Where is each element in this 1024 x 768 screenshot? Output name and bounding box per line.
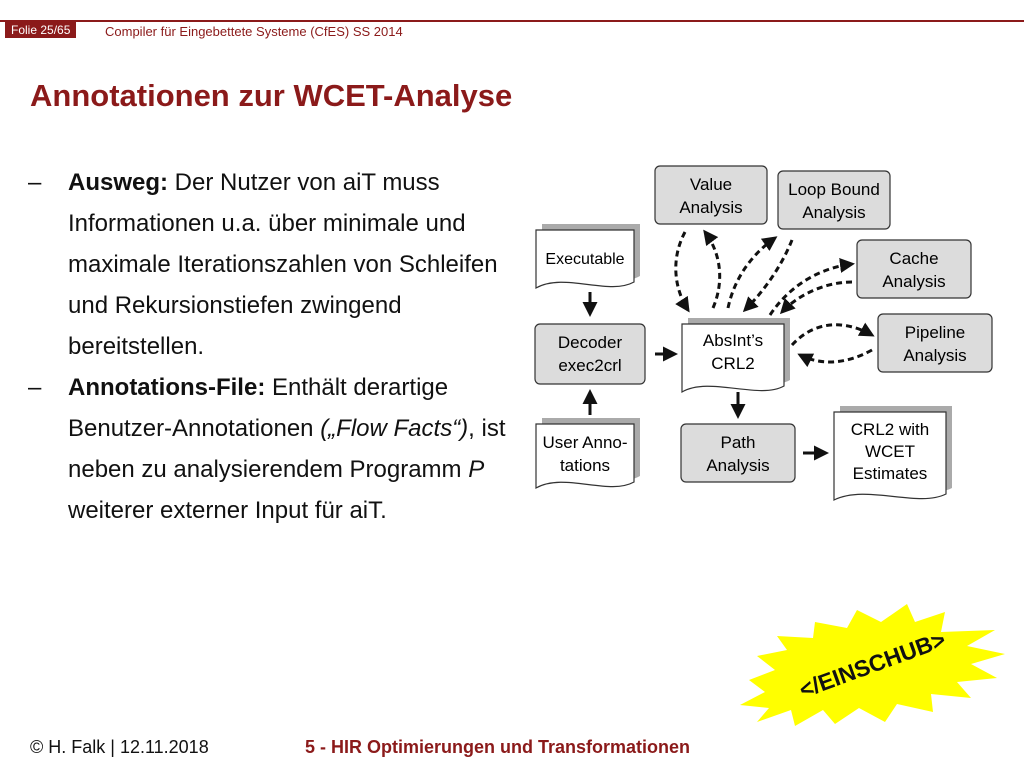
bullet-lead: Ausweg:: [68, 169, 169, 196]
decoder-label: Decoder: [557, 333, 623, 352]
bullet-text: weiterer externer Input für aiT.: [68, 497, 387, 524]
executable-doc: [536, 224, 640, 288]
footer-author: © H. Falk | 12.11.2018: [30, 737, 209, 757]
bullet-italic: („Flow Facts“): [320, 415, 469, 442]
bullet-item: [28, 367, 528, 531]
crl2-label: CRL2: [711, 354, 755, 373]
dashed-arrow-icon: [705, 232, 720, 308]
value-analysis-label: Value: [689, 175, 733, 194]
dashed-arrow-icon: [728, 238, 775, 308]
dashed-arrow-icon: [782, 282, 852, 312]
einschub-stamp: [735, 600, 1015, 730]
bullet-text: , ist neben zu analysierendem Programm: [68, 415, 506, 483]
pipeline-analysis-box: [878, 314, 992, 372]
dashed-arrow-icon: [745, 240, 792, 310]
dashed-arrow-icon: [792, 325, 872, 345]
cache-analysis-label: Cache: [889, 249, 939, 268]
bullet-italic: P: [468, 456, 485, 483]
cache-analysis-label: Analysis: [882, 272, 946, 291]
bullet-list: [28, 162, 528, 531]
course-title: Compiler für Eingebettete Systeme (CfES) SS 2014: [105, 24, 403, 39]
bullet-text: Enthält derartige Benutzer-Annotationen: [68, 374, 449, 442]
stamp-label: </EINSCHUB>: [795, 626, 949, 703]
header-rule: [0, 20, 1024, 22]
loop-bound-label: Loop Bound: [788, 180, 880, 199]
value-analysis-box: [655, 166, 767, 224]
aiT-flow-diagram: [520, 160, 1000, 505]
executable-label: Executable: [545, 251, 625, 268]
crl2-doc: [682, 318, 790, 392]
bullet-item: [28, 162, 528, 367]
crl2-label: AbsInt’s: [702, 331, 764, 350]
bullet-dash: –: [28, 374, 42, 401]
pipeline-analysis-label: Analysis: [903, 346, 967, 365]
path-analysis-label: Path: [720, 433, 756, 452]
wcet-estimates-label: WCET: [864, 442, 916, 461]
bullet-text: Der Nutzer von aiT muss Informationen u.a. über minimale und maximale Iterationszahlen von Schleifen und Rekursionstiefen zwingend bereitstellen.: [68, 169, 498, 360]
decoder-label: exec2crl: [558, 356, 622, 375]
user-annotations-doc: [536, 418, 640, 488]
dashed-arrow-icon: [676, 232, 688, 310]
user-annotations-label: tations: [559, 456, 611, 475]
footer-chapter: 5 - HIR Optimierungen und Transformationen: [305, 737, 691, 757]
loop-bound-analysis-box: [778, 171, 890, 229]
dashed-arrow-icon: [800, 350, 872, 362]
wcet-estimates-doc: [834, 406, 952, 500]
decoder-box: [535, 324, 645, 384]
bullet-dash: –: [28, 169, 42, 196]
cache-analysis-box: [857, 240, 971, 298]
dashed-arrow-icon: [770, 264, 852, 315]
wcet-estimates-label: CRL2 with: [850, 420, 930, 439]
bullet-lead: Annotations-File:: [68, 374, 266, 401]
value-analysis-label: Analysis: [679, 198, 743, 217]
loop-bound-label: Analysis: [802, 203, 866, 222]
path-analysis-label: Analysis: [706, 456, 770, 475]
slide-title: Annotationen zur WCET-Analyse: [30, 78, 513, 113]
pipeline-analysis-label: Pipeline: [904, 323, 966, 342]
path-analysis-box: [681, 424, 795, 482]
user-annotations-label: User Anno-: [542, 433, 628, 452]
slide-number: Folie 25/65: [5, 22, 76, 38]
wcet-estimates-label: Estimates: [852, 464, 928, 483]
